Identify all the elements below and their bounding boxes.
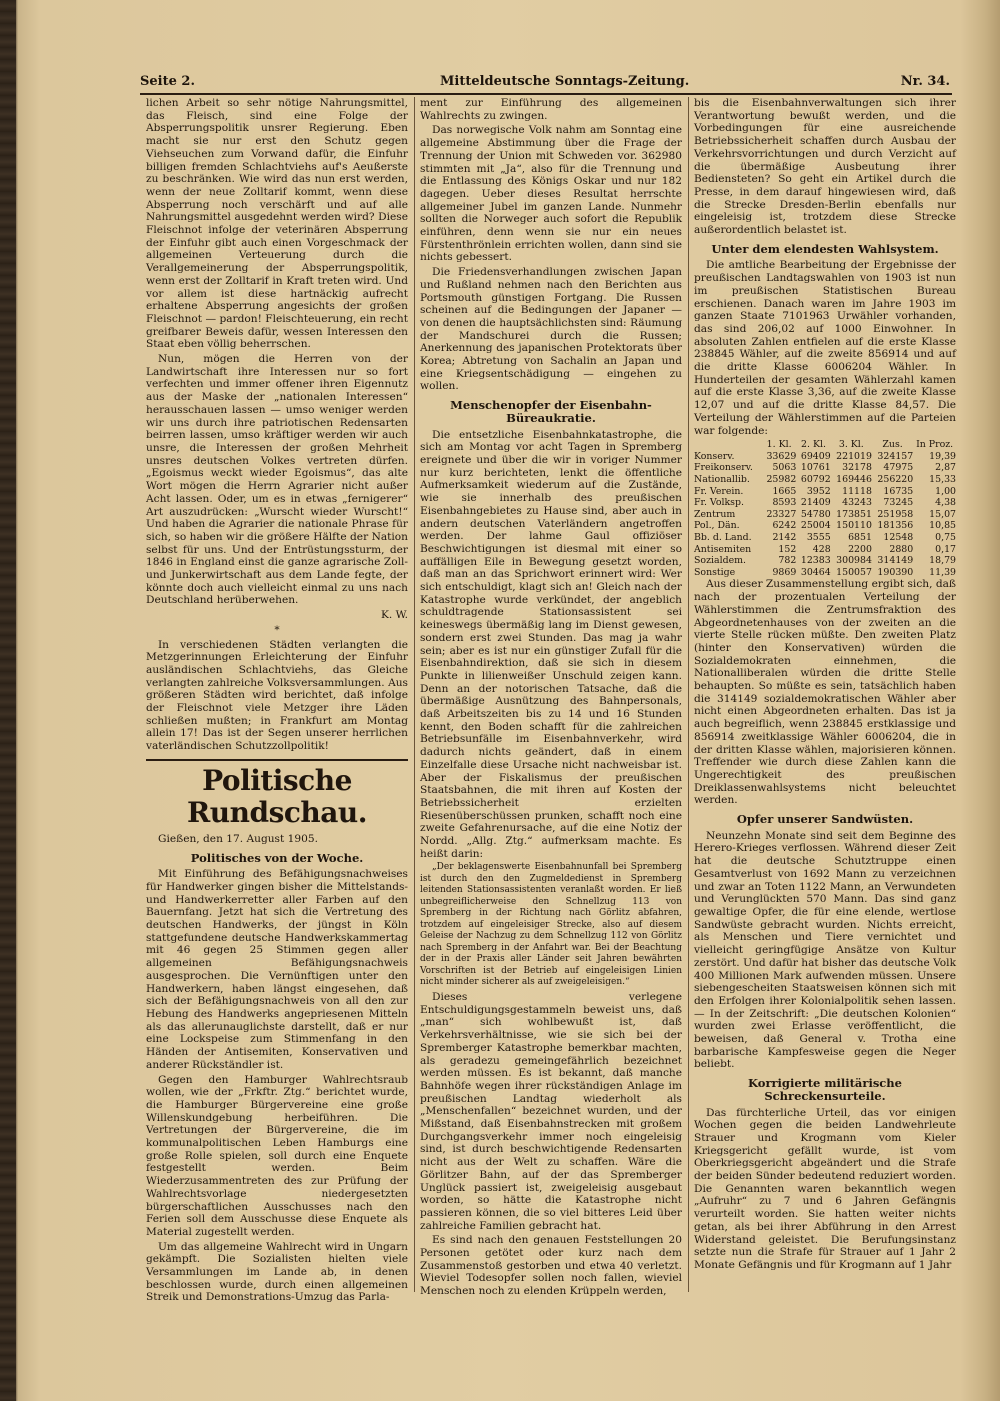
table-cell: 8593 bbox=[772, 497, 797, 509]
table-cell: 47975 bbox=[883, 462, 914, 474]
table-header-row bbox=[694, 439, 956, 451]
table-header-cell bbox=[694, 439, 762, 451]
table-cell: 21409 bbox=[800, 497, 831, 509]
table-cell: 251958 bbox=[877, 508, 914, 520]
paragraph: Die amtliche Bearbeitung der Ergebnisse der preußischen Landtagswahlen von 1903 ist nun im preußischen Statistischen Bureau erschienen. Danach waren im Jahre 1903 im ganzen Staate 7101963 Urwähler vorhanden, das sind 206,02 auf 1000 Einwohner. In absoluten Zahlen entfielen auf die erste Klasse 238845 Wähler, auf die zweite 856914 und auf die dritte Klasse 6006204 Wähler. In Hunderteilen der gesamten Wählerzahl kamen auf die erste Klasse 3,36, auf die zweite Klasse 12,07 und auf die dritte Klasse 84,57. Die Verteilung der Wählerstimmen auf die Parteien war folgende: bbox=[694, 259, 956, 437]
table-cell: 150057 bbox=[836, 566, 872, 578]
table-cell: 69409 bbox=[800, 450, 831, 462]
table-cell: 221019 bbox=[836, 450, 872, 462]
newspaper-title: Mitteldeutsche Sonntags-Zeitung. bbox=[440, 74, 690, 89]
paragraph: Das fürchterliche Urteil, das vor einigen Wochen gegen die beiden Landwehrleute Strauer und Krogmann vom Kieler Kriegsgericht gefällt wurde, ist vom Oberkriegsgericht abgeändert und die Strafe der beiden Sünder bedeutend reduziert worden. Die Genannten waren bekanntlich wegen „Aufruhr“ zu 7 und 6 Jahren Gefängnis verurteilt worden. Sie hatten weiter nichts getan, als bei ihrer Abführung in den Arrest Widerstand geleistet. Die Berufungsinstanz setzte nun die Strafe für Strauer auf 1 Jahr 2 Monate Gefängnis und für Krogmann auf 1 Jahr bbox=[694, 1106, 956, 1271]
table-row bbox=[694, 497, 956, 509]
paragraph: ment zur Einführung des allgemeinen Wahlrechts zu zwingen. bbox=[420, 97, 682, 122]
paragraph: Gegen den Hamburger Wahlrechtsraub wollen, wie der „Frkftr. Ztg.“ berichtet wurde, die Hamburger Bürgervereine eine große Willenskundgebung herbeiführen. Die Vertretungen der Bürgervereine, die im kommunalpolitischen Leben Hamburgs eine große Rolle spielen, soll durch eine Enquete festgestellt werden. Beim Wiederzusammentreten des zur Prüfung der Wahlrechtsvorlage niedergesetzten bürgerschaftlichen Ausschusses nach den Ferien soll dem Ausschusse diese Enquete als Material zugestellt werden. bbox=[146, 1073, 408, 1238]
table-row bbox=[694, 462, 956, 474]
table-cell: 16735 bbox=[883, 485, 914, 497]
table-cell: 169446 bbox=[836, 474, 872, 486]
page-number: Seite 2. bbox=[140, 74, 195, 89]
table-row bbox=[694, 532, 956, 544]
table-cell: Freikonserv. bbox=[694, 462, 753, 474]
table-row bbox=[694, 474, 956, 486]
table-cell: 19,39 bbox=[929, 450, 956, 462]
table-cell: 6851 bbox=[848, 532, 872, 544]
table-cell: 324157 bbox=[877, 450, 914, 462]
table-cell: 190390 bbox=[877, 566, 914, 578]
table-cell: 173851 bbox=[836, 508, 872, 520]
table-cell: 4,38 bbox=[935, 497, 956, 509]
column-2 bbox=[420, 97, 682, 1298]
table-cell: 73245 bbox=[883, 497, 914, 509]
table-cell: 0,17 bbox=[935, 543, 956, 555]
dateline: Gießen, den 17. August 1905. bbox=[158, 832, 318, 845]
table-header-cell: In Proz. bbox=[916, 439, 954, 451]
paragraph: Nun, mögen die Herren von der Landwirtschaft ihre Interessen nur so fort verfechten und immer offener ihren Eigennutz aus der Maske der „nationalen Interessen“ herausschauen lassen — umso weniger werden wir uns durch ihre patriotischen Redensarten beirren lassen, umso kräftiger werden wir auch unsre, die Interessen der großen Mehrheit unsres deutschen Volkes vertreten dürfen. „Egoismus weckt wieder Egoismus“, das alte Wort mögen die Herrn Agrarier nicht außer Acht lassen. Oder, um es in etwas „fernigerer“ Art auszudrücken: „Wurscht wieder Wurscht!“ Und haben die Agrarier die nationale Phrase für sich, so haben wir die größere Hälfte der Nation selbst für uns. Und der Entrüstungssturm, der 1846 in England einst die ganze agrarische Zoll- und Junkerwirtschaft aus dem Lande fegte, der könnte doch auch vielleicht einmal zu uns nach Deutschland herüberwehen. bbox=[146, 353, 408, 607]
table-cell: 1665 bbox=[772, 485, 797, 497]
table-cell: 152 bbox=[778, 543, 797, 555]
table-cell: 5063 bbox=[772, 462, 797, 474]
paragraph: Die Friedensverhandlungen zwischen Japan und Rußland nehmen nach den Berichten aus Portsmouth günstigen Fortgang. Die Russen scheinen auf die Bedingungen der Japaner — von denen die hauptsächlichsten sind: Räumung der Mandschurei durch die Russen; Anerkennung des japanischen Protektorats über Korea; Abtretung von Sachalin an Japan und eine Kriegsentschädigung — eingehen zu wollen. bbox=[420, 266, 682, 393]
table-cell: 12383 bbox=[800, 555, 831, 567]
table-cell: 2880 bbox=[889, 543, 914, 555]
table-cell: 12548 bbox=[883, 532, 914, 544]
column-divider bbox=[688, 97, 689, 1292]
table-row bbox=[694, 486, 956, 498]
issue-number: Nr. 34. bbox=[900, 74, 950, 89]
table-row bbox=[694, 451, 956, 463]
table-cell: Nationallib. bbox=[694, 474, 750, 486]
table-header-cell: 2. Kl. bbox=[801, 439, 826, 451]
column-3 bbox=[694, 97, 956, 1292]
table-cell: 54780 bbox=[800, 508, 831, 520]
paragraph: Neunzehn Monate sind seit dem Beginne des Herero-Krieges verflossen. Während dieser Zeit hat die deutsche Schutztruppe einen Gesamtverlust von 1692 Mann zu verzeichnen und zwar an Toten 1122 Mann, an Verwundeten und Verunglückten 570 Mann. Das sind ganz gewaltige Opfer, die für eine elende, wertlose Sandwüste gebracht wurden. Nichts erreicht, als Menschen und Tiere vernichtet und vielleicht geringfügige Ansätze von Kultur zerstört. Und dafür hat bisher das deutsche Volk 400 Millionen Mark aufwenden müssen. Unsere siebengescheiten Staatsweisen können sich mit den Erfolgen ihrer Kolonialpolitik sehen lassen. — In der Zeitschrift: „Die deutschen Kolonien“ wurden zwei Erlasse veröffentlicht, die beweisen, daß General v. Trotha eine barbarische Kampfesweise gegen die Neger beliebt. bbox=[694, 829, 956, 1071]
paragraph: Mit Einführung des Befähigungsnachweises für Handwerker gingen bisher die Mittelstands- und Handwerkerretter aller Farben auf den Bauernfang. Jetzt hat sich die Vertretung des deutschen Handwerks, der jüngst in Köln stattgefundene deutsche Handwerkskammertag mit 46 gegen 25 Stimmen gegen aller allgemeinen Befähigungsnachweis ausgesprochen. Die Vernünftigen unter den Handwerkern, haben längst eingesehen, daß sich der Befähigungsnachweis von all den zur Hebung des Handwerks angepriesenen Mitteln als das allerunauglichste darstellt, daß er nur eine Lockspeise zum Stimmenfang in den Händen der Antisemiten, Konservativen und anderer Rückständler ist. bbox=[146, 868, 408, 1071]
article-title: Unter dem elendesten Wahlsystem. bbox=[711, 241, 939, 256]
quotation: „Der beklagenswerte Eisenbahnunfall bei Spremberg ist durch den den Zugmeldedienst in Spremberg leitenden Stationsassistenten veranlaßt worden. Er ließ unbegreiflicherweise den Schnellzug 113 von Spremberg in der Richtung nach Görlitz abfahren, trotzdem auf eingeleisiger Strecke, also auf diesem Geleise der Nachzug zu dem Schnellzug 112 von Görlitz nach Spremberg in der Anfahrt war. Bei der Beachtung der in der Praxis aller Länder seit Jahren bewährten Vorschriften ist der Betrieb auf eingeleisigen Linien nicht minder sicherer als auf zweigeleisigen.“ bbox=[420, 862, 682, 988]
table-cell: Zentrum bbox=[694, 508, 736, 520]
table-cell: Antisemiten bbox=[694, 543, 752, 555]
table-cell: Konserv. bbox=[694, 450, 735, 462]
table-cell: 300984 bbox=[836, 555, 872, 567]
table-cell: Fr. Volksp. bbox=[694, 497, 744, 509]
table-cell: 1,00 bbox=[935, 485, 956, 497]
table-cell: Sonstige bbox=[694, 566, 736, 578]
table-cell: 23327 bbox=[766, 508, 797, 520]
table-row bbox=[694, 509, 956, 521]
table-row bbox=[694, 567, 956, 579]
section-rule bbox=[146, 759, 408, 761]
table-cell: 150110 bbox=[836, 520, 872, 532]
table-cell: 3952 bbox=[806, 485, 831, 497]
table-cell: 9869 bbox=[772, 566, 797, 578]
table-row bbox=[694, 520, 956, 532]
table-header-cell: 1. Kl. bbox=[766, 439, 792, 451]
column-divider bbox=[414, 97, 415, 1292]
page-header bbox=[140, 74, 950, 94]
table-cell: 15,07 bbox=[929, 508, 956, 520]
paragraph: lichen Arbeit so sehr nötige Nahrungsmittel, das Fleisch, sind eine Folge der Absperrungspolitik unsrer Regierung. Eben macht sie nur erst den Schutz gegen Viehseuchen zum Vorwand dafür, die Einfuhr billigen fremden Schlachtviehs auf's Aeußerste zu beschränken. Wie wird das nun erst werden, wenn der neue Zolltarif kommt, wenn diese Absperrung noch verschärft und auf alle Nahrungsmittel ausgedehnt werden wird? Diese Fleischnot infolge der veterinären Absperrung der Einfuhr gibt auch einen Vorgeschmack der allgemeinen Verteuerung durch die Verallgemeinerung der Absperrungspolitik, wenn erst der Zolltarif in Kraft treten wird. Und vor allem ist diese hartnäckig aufrecht erhaltene Absperrung angesichts der großen Fleischnot — pardon! Fleischteuerung, ein recht greifbarer Beweis dafür, wessen Interessen den Staat eben völlig beherrschen. bbox=[146, 97, 408, 351]
table-cell: 30464 bbox=[800, 566, 831, 578]
table-row bbox=[694, 555, 956, 567]
subsection-title: Politisches von der Woche. bbox=[190, 850, 364, 865]
header-rule bbox=[140, 93, 952, 95]
table-cell: 43243 bbox=[842, 497, 872, 509]
paragraph: In verschiedenen Städten verlangten die Metzgerinnungen Erleichterung der Einfuhr ausländischen Schlachtviehs, das Gleiche verlangten zahlreiche Volksversammlungen. Aus größeren Städten wird berichtet, daß infolge der Fleischnot viele Metzger ihre Läden schließen mußten; in Frankfurt am Montag allein 17! Das ist der Segen unserer herrlichen vaterländischen Schutzzollpolitik! bbox=[146, 638, 408, 753]
table-cell: 60792 bbox=[800, 474, 831, 486]
paragraph: Um das allgemeine Wahlrecht wird in Ungarn gekämpft. Die Sozialisten hielten viele Versammlungen im Lande ab, in denen beschlossen wurde, durch einen allgemeinen Streik und Demonstrations-Umzug das Parla- bbox=[146, 1240, 408, 1304]
election-results-table bbox=[694, 439, 956, 578]
table-cell: 10761 bbox=[800, 462, 831, 474]
table-cell: 18,79 bbox=[929, 555, 956, 567]
table-cell: 0,75 bbox=[935, 532, 956, 544]
book-binding-edge bbox=[0, 0, 16, 1401]
table-cell: Bb. d. Land. bbox=[694, 532, 752, 544]
table-cell: 256220 bbox=[877, 474, 914, 486]
table-cell: 2200 bbox=[848, 543, 872, 555]
table-cell: Pol., Dän. bbox=[694, 520, 740, 532]
table-cell: 782 bbox=[778, 555, 797, 567]
table-cell: 32178 bbox=[842, 462, 872, 474]
table-cell: 11118 bbox=[842, 485, 872, 497]
table-cell: 428 bbox=[812, 543, 831, 555]
author-signature: K. W. bbox=[380, 609, 408, 622]
table-cell: Fr. Verein. bbox=[694, 485, 744, 497]
article-title: Opfer unserer Sandwüsten. bbox=[736, 812, 914, 827]
paragraph: Dieses verlegene Entschuldigungsgestammeln beweist uns, daß „man“ sich wohlbewußt ist, daß Verkehrsverhältnisse, wie sie sich bei der Spremberger Katastrophe bemerkbar machten, als geradezu gemeingefährlich bezeichnet werden müssen. Es ist bekannt, daß manche Bahnhöfe wegen ihrer rückständigen Anlage im preußischen Landtag wiederholt als „Menschenfallen“ bezeichnet wurden, und der Mißstand, daß Eisenbahnstrecken mit großem Durchgangsverkehr immer noch eingeleisig sind, ist durch beschwichtigende Redensarten nicht aus der Welt zu schaffen. Wäre die Görlitzer Bahn, auf der das Spremberger Unglück passiert ist, zweigeleisig ausgebaut worden, so hätte die Katastrophe nicht passieren können, die so viel bitteres Leid über zahlreiche Familien gebracht hat. bbox=[420, 990, 682, 1232]
table-cell: 33629 bbox=[766, 450, 797, 462]
table-cell: 10,85 bbox=[929, 520, 956, 532]
article-title: Korrigierte militärische Schreckensurteile. bbox=[748, 1076, 902, 1103]
paragraph: Es sind nach den genauen Feststellungen 20 Personen getötet oder kurz nach dem Zusammenstoß gestorben und etwa 40 verletzt. Wieviel Todesopfer sollen noch fallen, wieviel Menschen noch zu elenden Krüppeln werden, bbox=[420, 1234, 682, 1298]
table-cell: 25004 bbox=[800, 520, 831, 532]
table-cell: 15,33 bbox=[929, 474, 956, 486]
table-cell: Sozialdem. bbox=[694, 555, 747, 567]
table-cell: 2142 bbox=[772, 532, 797, 544]
section-title: Politische Rundschau. bbox=[187, 763, 367, 829]
paragraph: Das norwegische Volk nahm am Sonntag eine allgemeine Abstimmung über die Frage der Trennung der Union mit Schweden vor. 362980 stimmten mit „Ja“, also für die Trennung und die Entlassung des Königs Oskar und nur 182 dagegen. Ueber dieses Resultat herrschte allgemeiner Jubel im ganzen Lande. Nunmehr sollten die Norweger auch sofort die Republik einführen, denn wenn sie nur ein neues Fürstenthrönlein errichten wollen, dann sind sie nichts gebessert. bbox=[420, 124, 682, 264]
paragraph: Aus dieser Zusammenstellung ergibt sich, daß nach der prozentualen Verteilung der Wählerstimmen die Zentrumsfraktion des Abgeordnetenhauses von der zweiten an die vierte Stelle rücken müßte. Den zweiten Platz (hinter den Konservativen) würden die Sozialdemokraten einnehmen, die Nationalliberalen würden die dritte Stelle behaupten. So müßte es sein, tatsächlich haben die 314149 sozialdemokratischen Wähler aber nicht einen Abgeordneten erhalten. Das ist ja auch begreiflich, wenn 238845 erstklassige und 856914 zweitklassige Wähler 6006204, die in der dritten Klasse wählen, majorisieren können. Treffender wie durch diese Zahlen kann die Ungerechtigkeit des preußischen Dreiklassenwahlsystems nicht beleuchtet werden. bbox=[694, 578, 956, 807]
table-header-cell: 3. Kl. bbox=[838, 439, 864, 451]
table-cell: 314149 bbox=[877, 555, 914, 567]
table-cell: 25982 bbox=[766, 474, 797, 486]
paragraph: bis die Eisenbahnverwaltungen sich ihrer Verantwortung bewußt werden, und die Vorbedingungen für eine ausreichende Betriebssicherheit schaffen durch Ausbau der Verkehrsvorrichtungen und durch Verzicht auf die übermäßige Ausbeutung ihrer Bediensteten? So geht ein Artikel durch die Presse, in dem darauf hingewiesen wird, daß die Strecke Dresden-Berlin ebenfalls nur eingeleisig ist, trotzdem diese Strecke außerordentlich belastet ist. bbox=[694, 97, 956, 237]
table-row bbox=[694, 544, 956, 556]
table-cell: 181356 bbox=[877, 520, 914, 532]
table-cell: 6242 bbox=[772, 520, 797, 532]
table-cell: 3555 bbox=[806, 532, 831, 544]
table-cell: 11,39 bbox=[929, 566, 956, 578]
table-cell: 2,87 bbox=[935, 462, 956, 474]
paragraph: Die entsetzliche Eisenbahnkatastrophe, die sich am Montag vor acht Tagen in Spremberg ereignete und über die wir in voriger Nummer nur kurz berichteten, lenkt die öffentliche Aufmerksamkeit wiederum auf die Zustände, wie sie innerhalb des preußischen Eisenbahngebietes zu Hause sind, aber auch in andern deutschen Vaterländern angetroffen werden. Der lahme Gaul offiziöser Beschwichtigungen ist diesmal mit einer so auffälligen Eile in Bewegung gesetzt worden, daß man an das Sprichwort erinnert wird: Wer sich entschuldigt, klagt sich an! Gleich nach der Katastrophe wurde verkündet, der angeblich schuldtragende Stationsassistent sei keineswegs übermäßig lang im Dienst gewesen, sondern erst zwei Stunden. Das mag ja wahr sein; aber es ist nur ein günstiger Zufall für die Eisenbahndirektion, daß sie sich in diesem Punkte in lilienweißer Unschuld zeigen kann. Denn an der notorischen Tatsache, daß die übermäßige Ausnützung des Bahnpersonals, daß Arbeitszeiten bis zu 14 und 16 Stunden kennt, den Boden schafft für die zahlreichen Betriebsunfälle im Eisenbahnverkehr, wird dadurch nichts geändert, daß in einem Einzelfalle diese Ursache nicht nachweisbar ist. Aber der Fiskalismus der preußischen Staatsbahnen, die mit ihren auf Kosten der Betriebssicherheit erzielten Riesenüberschüssen prunken, schafft noch eine zweite Gefahrenursache, auf die eine Notiz der Nordd. „Allg. Ztg.“ aufmerksam machte. Es heißt darin: bbox=[420, 428, 682, 860]
column-1 bbox=[146, 97, 408, 1304]
table-header-cell: Zus. bbox=[882, 439, 903, 451]
article-title: Menschenopfer der Eisenbahn-Büreaukratie. bbox=[450, 398, 652, 425]
separator-star: * bbox=[274, 623, 280, 636]
